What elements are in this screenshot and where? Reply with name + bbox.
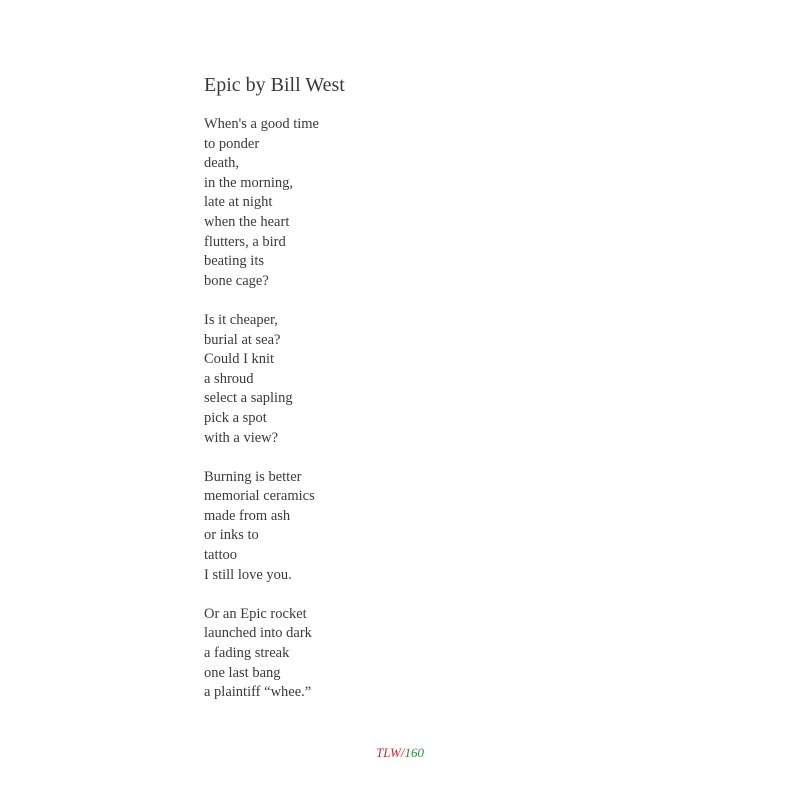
issue-footer (0, 745, 800, 761)
poem-line: a fading streak (204, 645, 290, 662)
poem-line: with a view? (204, 429, 279, 446)
poem-title: Epic by Bill West (204, 74, 345, 96)
journal-abbreviation: TLW (376, 745, 401, 760)
poem-line: in the morning, (204, 174, 294, 191)
poem-stanza (204, 311, 319, 448)
poem-line: memorial ceramics (204, 488, 315, 505)
poem-stanza (204, 115, 319, 291)
footer-separator: / (400, 745, 405, 760)
poem-line: a shroud (204, 370, 254, 387)
poem-line: late at night (204, 194, 273, 211)
poem-body (204, 115, 319, 722)
poem-line: tattoo (204, 547, 238, 564)
poem-line: Or an Epic rocket (204, 605, 307, 622)
poem-line: made from ash (204, 507, 291, 524)
poem-line: one last bang (204, 664, 281, 681)
poem-line: to ponder (204, 135, 260, 152)
poem-line: bone cage? (204, 272, 269, 289)
poem-line: launched into dark (204, 625, 312, 642)
poem-stanza (204, 468, 319, 586)
poem-line: Could I knit (204, 351, 275, 368)
poem-line: or inks to (204, 527, 259, 544)
poem-line: death, (204, 155, 240, 172)
poem-line: burial at sea? (204, 331, 281, 348)
poem-line: flutters, a bird (204, 233, 286, 250)
poem-line: pick a spot (204, 409, 267, 426)
poem-line: I still love you. (204, 566, 292, 583)
poem-line: Burning is better (204, 468, 302, 485)
poem-line: beating its (204, 253, 265, 270)
poem-line: When's a good time (204, 116, 319, 132)
poem-stanza (204, 605, 319, 703)
issue-number: 160 (404, 745, 424, 760)
poem-line: when the heart (204, 213, 290, 230)
poem-line: select a sapling (204, 390, 293, 407)
poem-line: a plaintiff “whee.” (204, 684, 312, 701)
poem-line: Is it cheaper, (204, 311, 278, 328)
